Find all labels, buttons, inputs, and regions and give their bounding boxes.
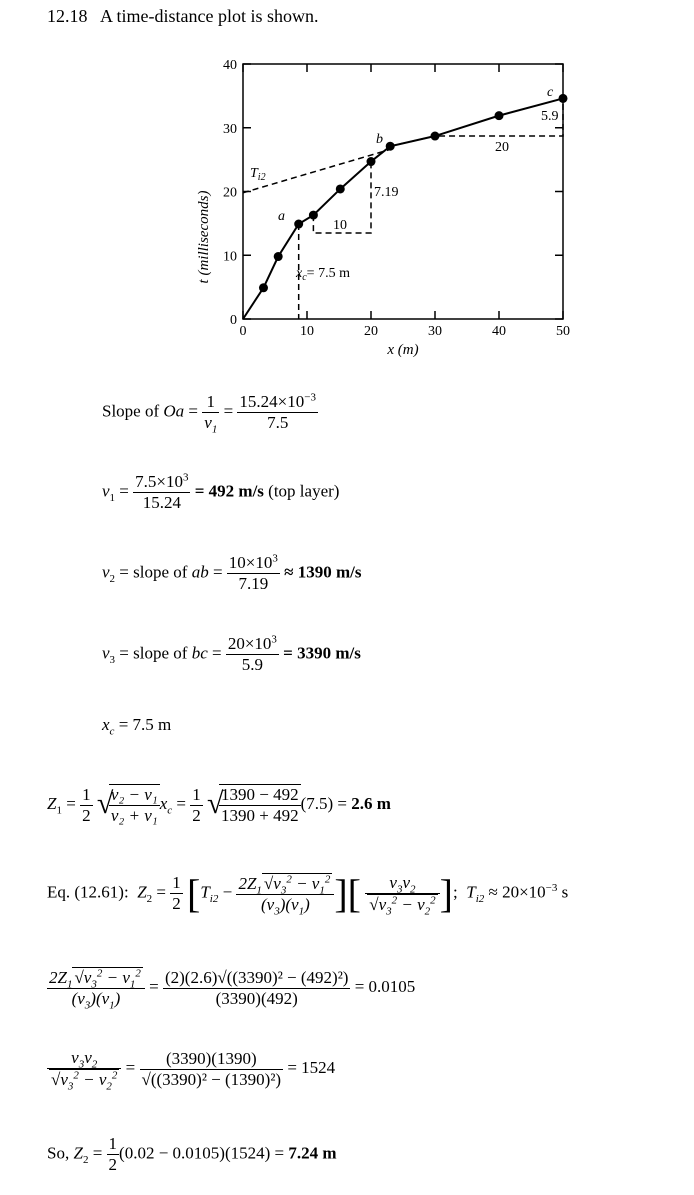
time-distance-chart bbox=[190, 52, 580, 362]
problem-statement: A time-distance plot is shown. bbox=[100, 6, 319, 26]
construction-lines bbox=[243, 98, 563, 319]
x-tick-label-10: 10 bbox=[300, 324, 314, 339]
label-c: c bbox=[547, 85, 554, 100]
eq-term1: $\frac{2Z_1 √v_3^2 - v_1^2}{(v_3)(v_1)}$ = $\frac{\text{(2)(2.6)√((3390)² − (492)²)}}{(3390)(492)}$ = 0.0105 bbox=[49, 967, 416, 1012]
eq-xc: $x_c = 7.5$ m bbox=[102, 715, 172, 738]
eq-final: So, $Z_2$ = $\frac{1}{2}$ (0.02 − 0.0105)(1524) = 7.24 m bbox=[47, 1134, 337, 1174]
data-point-2 bbox=[274, 252, 283, 261]
data-point-8 bbox=[431, 132, 440, 141]
eq-v1: $v_1$ = $\frac{7.5\times 10^3}{15.24}$ = 492 m/s (top layer) bbox=[102, 471, 340, 512]
x-tick-label-40: 40 bbox=[492, 324, 506, 339]
data-points bbox=[259, 94, 568, 292]
eq-v2: $v_2$ = slope of ab = $\frac{10\times 10^3}{7.19}$ ≈ 1390 m/s bbox=[102, 552, 362, 593]
x-tick-label-30: 30 bbox=[428, 324, 442, 339]
data-point-6 bbox=[367, 157, 376, 166]
x-axis-label: x (m) bbox=[387, 342, 419, 358]
y-tick-label-40: 40 bbox=[223, 58, 237, 73]
problem-heading bbox=[47, 6, 319, 27]
y-tick-label-10: 10 bbox=[223, 249, 237, 265]
eq-z2: Eq. (12.61): $Z_2$ = $\frac{1}{2}$ [$T_{i2}$ − $\frac{2Z_1 √v_3^2 - v_1^2}{(v_3)(v_1)}$ ][ $\frac{v_3v_2}{√v_3^2 - v_2^2}$ ]; $T_{i2} \approx 20\times 10^{-3}$ s bbox=[47, 871, 569, 917]
x-tick-label-50: 50 bbox=[556, 324, 570, 339]
data-point-9 bbox=[495, 111, 504, 120]
data-point-5 bbox=[336, 184, 345, 193]
ab-dx-label: 10 bbox=[333, 218, 347, 233]
x-tick-label-0: 0 bbox=[239, 324, 247, 339]
bc-dx-label: 20 bbox=[495, 140, 509, 155]
eq-z1: $Z_1$ = $\frac{1}{2}$ √ $\frac{\text{v₂ − v₁}}{\text{v₂ + v₁}}$ $x_c$ = $\frac{1}{2}$ √ $\frac{1390 - 492}{1390 + 492}$ (7.5) = 2.6 m bbox=[47, 784, 391, 826]
x-tick-label-20: 20 bbox=[364, 324, 378, 339]
y-tick-label-30: 30 bbox=[223, 121, 237, 137]
y-axis-label: t (milliseconds) bbox=[196, 190, 212, 284]
data-point-4 bbox=[309, 211, 318, 220]
problem-number: 12.18 bbox=[47, 6, 88, 26]
label-b: b bbox=[376, 132, 383, 147]
data-point-3 bbox=[294, 220, 303, 229]
y-tick-label-20: 20 bbox=[223, 185, 237, 201]
xc-annotation: $x_c= 7.5$ m bbox=[296, 266, 350, 283]
ti2-label: $T_{i2}$ bbox=[250, 166, 266, 183]
travel-time-curve bbox=[243, 98, 563, 319]
eq-v3: $v_3$ = slope of bc = $\frac{20\times 10^3}{5.9}$ = 3390 m/s bbox=[102, 633, 361, 674]
data-point-7 bbox=[386, 142, 395, 151]
x-ticks bbox=[240, 64, 571, 339]
label-a: a bbox=[278, 209, 285, 224]
y-tick-label-0: 0 bbox=[230, 313, 237, 328]
data-point-1 bbox=[259, 283, 268, 292]
eq-slope-oa: Slope of Oa = $\frac{1}{v_1}$ = $\frac{15.24\times 10^{-3}}{7.5}$ bbox=[102, 391, 316, 436]
ab-dt-label: 7.19 bbox=[374, 185, 399, 200]
plot-frame bbox=[243, 64, 563, 319]
eq-term2: $\frac{v_3v_2}{√v_3^2 - v_2^2}$ = $\frac{(3390)(1390)}{\text{√((3390)² − (1390)²)}}$ = 1524 bbox=[47, 1048, 335, 1090]
data-point-10 bbox=[559, 94, 568, 103]
bc-dt-label: 5.9 bbox=[541, 109, 559, 124]
